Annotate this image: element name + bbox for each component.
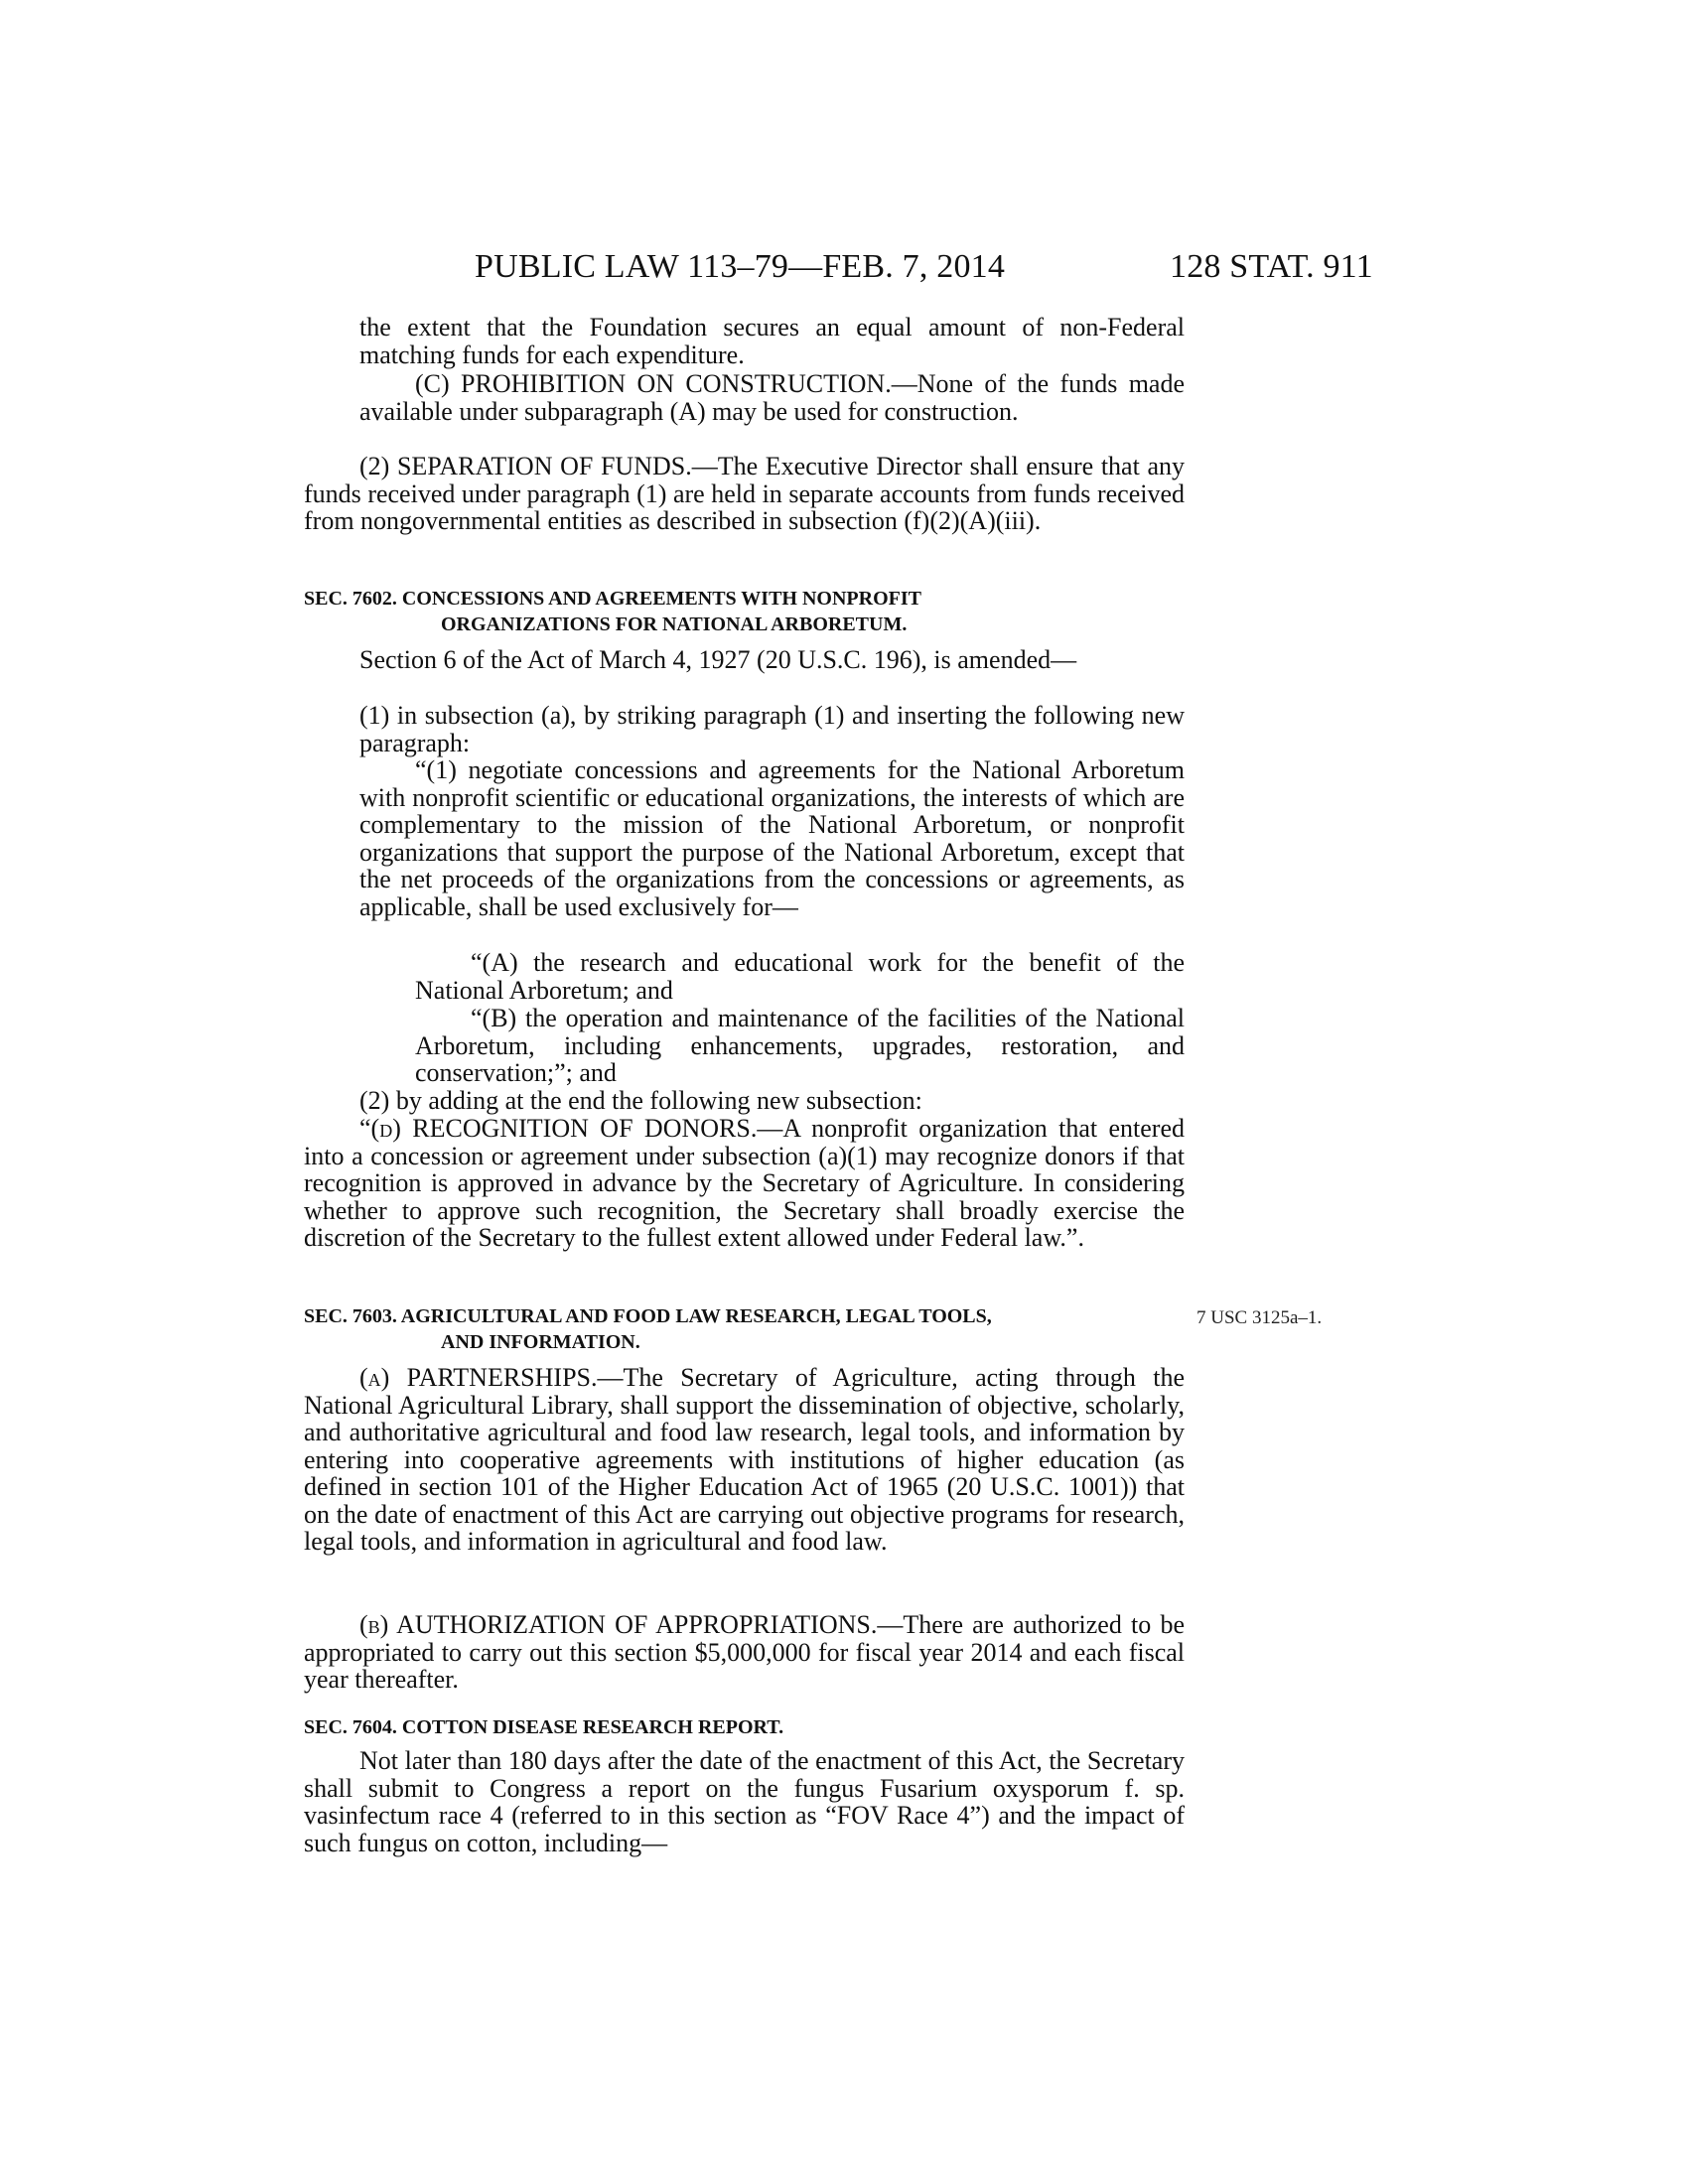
- section-7603-a-text: —The Secretary of Agriculture, acting through the National Agricultural Library, shall support the dissemination of objective, scholarly, and authoritative agricultural and food law research, legal tools, and information by entering into cooperative agreements with institutions of higher education (as defined in section 101 of the Higher Education Act of 1965 (20 U.S.C. 1001)) that on the date of enactment of this Act are carrying out objective programs for research, legal tools, and information in agricultural and food law.: [304, 1363, 1185, 1556]
- paragraph-c-text: —None of the funds made available under subparagraph (A) may be used for construction.: [359, 369, 1186, 426]
- section-7602-quote-a: “(A) the research and educational work for the benefit of the National Arboretum; and: [415, 948, 1185, 1005]
- section-7603-paragraph-a: [304, 1364, 1185, 1556]
- paragraph-2-text: —The Executive Director shall ensure that any funds received under paragraph (1) are held in separate accounts from funds received from nongovernmental entities as described in subsection (f)(2)(A)(iii).: [304, 452, 1185, 535]
- section-7603-heading-line1: SEC. 7603. AGRICULTURAL AND FOOD LAW RESEARCH, LEGAL TOOLS,: [304, 1305, 992, 1327]
- section-7602-quote-1: “(1) negotiate concessions and agreements for the National Arboretum with nonprofit scientific or educational organizations, the interests of which are complementary to the mission of the National Arboretum, or nonprofit organizations that support the purpose of the National Arboretum, except that the net proceeds of the organizations from the concessions or agreements, as applicable, shall be used exclusively for—: [359, 755, 1185, 921]
- section-7603-b-text: —There are authorized to be appropriated to carry out this section $5,000,000 for fiscal year 2014 and each fiscal year thereafter.: [304, 1610, 1185, 1694]
- section-7604-text: Not later than 180 days after the date of the enactment of this Act, the Secretary shall submit to Congress a report on the fungus Fusarium oxysporum f. sp. vasinfectum race 4 (referred to in this section as “FOV Race 4”) and the impact of such fungus on cotton, including—: [304, 1746, 1185, 1857]
- quote-d-text: —A nonprofit organization that entered into a concession or agreement under subsection (a)(1) may recognize donors if that recognition is approved in advance by the Secretary of Agriculture. In considering whether to approve such recognition, the Secretary shall broadly exercise the discretion of the Secretary to the fullest extent allowed under Federal law.”.: [304, 1114, 1185, 1252]
- section-7603-paragraph-b: [304, 1611, 1185, 1694]
- section-7603-b-label: (b) AUTHORIZATION OF APPROPRIATIONS.: [359, 1610, 878, 1639]
- paragraph-continuation: the extent that the Foundation secures an equal amount of non-Federal matching funds for each expenditure.: [359, 313, 1185, 369]
- page-stat-number: 128 STAT. 911: [1170, 248, 1373, 285]
- section-7604-heading: SEC. 7604. COTTON DISEASE RESEARCH REPORT.: [304, 1716, 784, 1738]
- paragraph-2-label: (2) SEPARATION OF FUNDS.: [359, 452, 692, 480]
- section-7602-item-2: (2) by adding at the end the following new subsection:: [359, 1086, 922, 1115]
- margin-note-usc: 7 USC 3125a–1.: [1196, 1307, 1323, 1328]
- running-header-title: PUBLIC LAW 113–79—FEB. 7, 2014: [475, 248, 1006, 285]
- paragraph-c-label: (C) PROHIBITION ON CONSTRUCTION.: [415, 369, 892, 398]
- quote-d-label: “(d) RECOGNITION OF DONORS.: [359, 1114, 758, 1143]
- section-7602-intro: Section 6 of the Act of March 4, 1927 (20 U.S.C. 196), is amended—: [359, 645, 1077, 674]
- paragraph-c-prohibition: [359, 370, 1185, 425]
- section-7603-a-label: (a) PARTNERSHIPS.: [359, 1363, 598, 1392]
- section-7602-heading: [304, 586, 1185, 637]
- section-7602-quote-d: [304, 1115, 1185, 1252]
- section-7603-heading-line2: AND INFORMATION.: [441, 1331, 640, 1353]
- section-7602-heading-line1: SEC. 7602. CONCESSIONS AND AGREEMENTS WITH NONPROFIT: [304, 588, 921, 610]
- section-7603-heading: [304, 1303, 1185, 1355]
- section-7602-item-1: (1) in subsection (a), by striking paragraph (1) and inserting the following new paragraph:: [359, 701, 1185, 757]
- section-7602-heading-line2: ORGANIZATIONS FOR NATIONAL ARBORETUM.: [441, 614, 908, 635]
- paragraph-2-separation: [304, 453, 1185, 535]
- section-7602-quote-b: “(B) the operation and maintenance of the facilities of the National Arboretum, including enhancements, upgrades, restoration, and conservation;”; and: [415, 1004, 1185, 1087]
